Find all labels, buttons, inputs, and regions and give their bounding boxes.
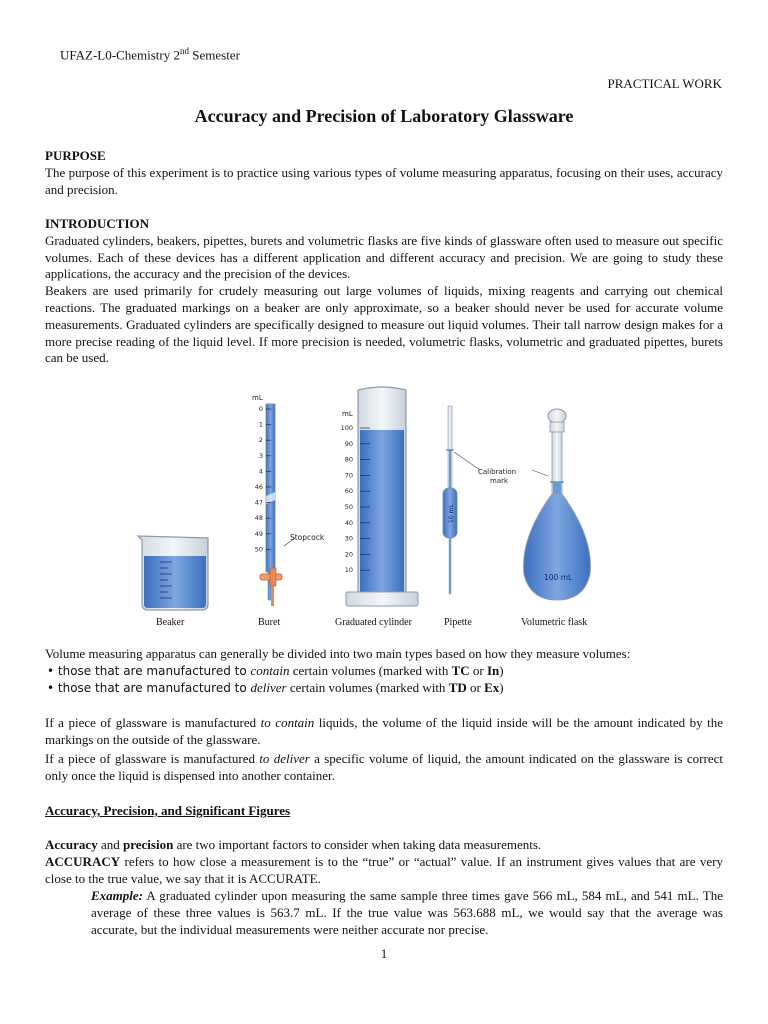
cylinder-tick-label: 20 xyxy=(344,550,353,559)
cylinder-tick-label: 60 xyxy=(344,487,353,496)
buret-tick-label: 47 xyxy=(254,498,263,507)
cylinder-tick-label: 40 xyxy=(344,518,353,527)
buret-unit: mL xyxy=(252,394,263,402)
page-number: 1 xyxy=(380,946,388,961)
caption-graduated-cylinder: Graduated cylinder xyxy=(335,617,412,628)
page-title: Accuracy and Precision of Laboratory Glassware xyxy=(194,106,574,126)
cylinder-tick-label: 50 xyxy=(344,503,353,511)
practical-work-label: PRACTICAL WORK xyxy=(607,76,722,91)
buret-tick-label: 4 xyxy=(258,467,263,476)
accuracy-precision-paragraph: Accuracy and precision are two important factors to consider when taking data measurements. xyxy=(45,837,542,852)
accuracy-definition: ACCURACY refers to how close a measurement is to the “true” or “actual” value. If an instrument gives values that are very close to the true value, we say that it is ACCURATE. xyxy=(45,854,723,886)
cylinder-tick-label: 100 xyxy=(340,424,353,432)
example-paragraph: Example: A graduated cylinder upon measuring the same sample three times gave 566 mL, 584 mL, and 541 mL. The average of these three values is 563.7 mL. If the true value was 563.688 mL, we would say that the average was accurate, but the individual measurements were neither accurate nor precise. xyxy=(91,888,723,937)
buret-tick-label: 3 xyxy=(258,451,263,460)
cylinder-tick-label: 30 xyxy=(344,534,353,543)
section-heading: Accuracy, Precision, and Significant Figures xyxy=(45,803,291,818)
caption-volumetric-flask: Volumetric flask xyxy=(521,617,588,628)
purpose-text: The purpose of this experiment is to practice using various types of volume measuring apparatus, focusing on their uses, accuracy and precision. xyxy=(45,164,723,197)
calibration-mark-label: mark xyxy=(490,477,509,485)
buret-tick-label: 0 xyxy=(258,405,263,413)
course-header: UFAZ-L0-Chemistry 2nd Semester xyxy=(60,46,240,63)
cylinder-tick-label: 10 xyxy=(344,566,353,575)
buret-tick-label: 1 xyxy=(258,420,263,429)
buret-tick-label: 2 xyxy=(258,436,263,445)
beaker-drawing xyxy=(138,536,208,610)
contain-paragraph: If a piece of glassware is manufactured to contain liquids, the volume of the liquid inside will be the amount indicated by the markings on the outside of the glassware. xyxy=(45,715,724,747)
introduction-paragraph-2: Beakers are used primarily for crudely measuring out large volumes of liquids, mixing reagents and carrying out chemical reactions. The graduated markings on a beaker are only approximate, so a beaker should never be used for accurate volume measurements. Graduated cylinders are specifically designed to measure out liquid volumes. Their tall narrow design makes for a more precise reading of the liquid level. If more precision is needed, volumetric flasks, volumetric and graduated pipettes, burets can be used. xyxy=(45,283,723,366)
introduction-paragraph-1: Graduated cylinders, beakers, pipettes, burets and volumetric flasks are five kinds of glassware often used to measure out specific volumes. Each of these devices has a different application and different accuracy and precision. We are going to study these applications, the accuracy and the precision of the devices. xyxy=(45,232,723,282)
cylinder-tick-label: 70 xyxy=(344,471,353,480)
cylinder-tick-label: 80 xyxy=(344,455,353,464)
pipette-drawing xyxy=(443,406,516,594)
bullet-deliver: • those that are manufactured to deliver certain volumes (marked with TD or Ex) xyxy=(47,680,504,695)
buret-drawing xyxy=(252,394,325,606)
glassware-figure xyxy=(120,378,620,614)
bullet-contain: • those that are manufactured to contain certain volumes (marked with TC or In) xyxy=(47,663,504,678)
purpose-heading: PURPOSE xyxy=(45,148,106,163)
volumetric-flask-drawing xyxy=(524,409,591,600)
buret-tick-label: 46 xyxy=(254,483,263,491)
buret-tick-label: 50 xyxy=(254,545,263,554)
caption-pipette: Pipette xyxy=(444,617,472,628)
deliver-paragraph: If a piece of glassware is manufactured to deliver a specific volume of liquid, the amount indicated on the glassware is correct only once the liquid is dispensed into another container. xyxy=(45,751,723,783)
buret-tick-label: 48 xyxy=(254,514,263,523)
buret-tick-label: 49 xyxy=(254,529,263,538)
cylinder-tick-label: 90 xyxy=(344,439,353,448)
purpose-section xyxy=(45,148,723,198)
pipette-volume-label: 10 mL xyxy=(448,504,455,523)
stopcock-label: Stopcock xyxy=(290,533,325,542)
introduction-heading: INTRODUCTION xyxy=(45,216,150,231)
cylinder-unit: mL xyxy=(342,410,353,418)
graduated-cylinder-drawing xyxy=(341,387,418,606)
types-intro: Volume measuring apparatus can generally be divided into two main types based on how they measure volumes: xyxy=(45,646,631,661)
introduction-section xyxy=(45,216,723,367)
flask-volume-label: 100 mL xyxy=(544,573,573,582)
caption-beaker: Beaker xyxy=(156,617,185,628)
caption-buret: Buret xyxy=(258,617,281,628)
calibration-label: Calibration xyxy=(478,468,517,476)
